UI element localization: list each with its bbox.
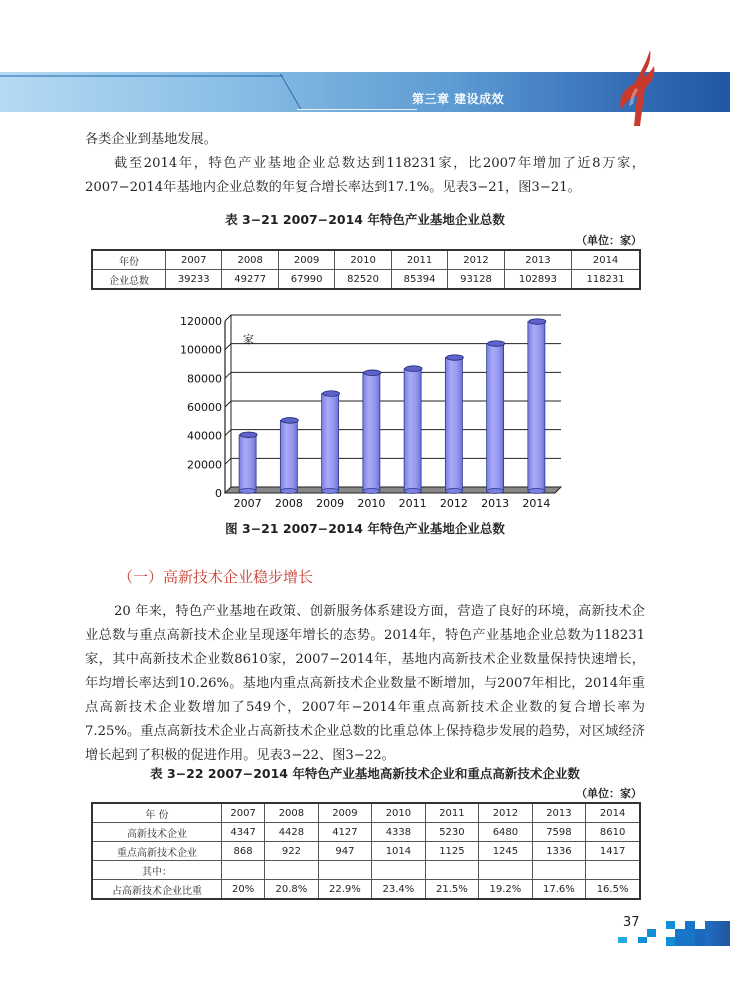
value-cell: 16.5% xyxy=(586,880,640,900)
value-cell: 4338 xyxy=(372,823,426,842)
year-cell: 2012 xyxy=(448,250,504,270)
value-cell: 19.2% xyxy=(479,880,533,900)
bar-top xyxy=(446,355,463,361)
value-cell: 7598 xyxy=(532,823,586,842)
footer-square xyxy=(685,921,695,929)
x-tick-label: 2008 xyxy=(274,497,303,510)
value-cell: 1417 xyxy=(586,842,640,861)
value-cell xyxy=(586,861,640,880)
year-cell: 2010 xyxy=(372,803,426,823)
torch-logo-icon xyxy=(612,48,660,128)
table-3-22 xyxy=(91,802,641,900)
row-label-cell: 高新技术企业 xyxy=(92,823,222,842)
value-cell xyxy=(318,861,372,880)
footer-square xyxy=(638,937,647,943)
x-tick-label: 2012 xyxy=(439,497,468,510)
figure-3-21-caption: 图 3−21 2007−2014 年特色产业基地企业总数 xyxy=(225,521,505,536)
bar xyxy=(322,394,339,491)
row-label-cell: 企业总数 xyxy=(92,270,166,290)
value-cell: 4428 xyxy=(265,823,319,842)
table-row xyxy=(92,270,640,290)
row-label-cell: 占高新技术企业比重 xyxy=(92,880,222,900)
value-cell: 1125 xyxy=(425,842,479,861)
bar-base xyxy=(445,489,462,494)
chart-floor xyxy=(225,487,561,493)
table-3-21-title: 表 3−21 2007−2014 年特色产业基地企业总数 xyxy=(225,212,505,227)
footer-square xyxy=(705,921,730,946)
x-tick-label: 2011 xyxy=(398,497,427,510)
y-tick-label: 60000 xyxy=(187,401,222,414)
intro-paragraph: 截至2014年，特色产业基地企业总数达到118231家，比2007年增加了近8万家，2007−2014年基地内企业总数的年复合增长率达到17.1%。见表3−21，图3−21。 xyxy=(85,156,645,195)
bar-base xyxy=(528,489,545,494)
row-label-cell: 其中： xyxy=(92,861,222,880)
bar-chart-svg xyxy=(180,305,585,520)
value-cell: 39233 xyxy=(166,270,222,290)
year-cell: 2011 xyxy=(391,250,447,270)
bar-base xyxy=(363,489,380,494)
value-cell xyxy=(479,861,533,880)
bar xyxy=(280,420,297,491)
intro-text xyxy=(85,128,645,200)
table-3-21-unit: （单位：家） xyxy=(576,234,642,247)
bar xyxy=(487,344,504,491)
y-tick-label: 0 xyxy=(215,487,222,500)
value-cell: 1245 xyxy=(479,842,533,861)
x-tick-label: 2014 xyxy=(522,497,551,510)
section-paragraph: 20 年来，特色产业基地在政策、创新服务体系建设方面，营造了良好的环境，高新技术企业总数与重点高新技术企业呈现逐年增长的态势。2014年，特色产业基地企业总数为118231家，其中高新技术企业数8610家，2007−2014年，基地内高新技术企业数量保持快速增长，年均增长率达到10.26%。基地内重点高新技术企业数量不断增加，与2007年相比，2014年重点高新技术企业数增加了549个，2007年−2014年重点高新技术企业数的复合增长率为7.25%。重点高新技术企业占高新技术企业总数的比重总体上保持稳步发展的趋势，对区域经济增长起到了积极的促进作用。见表3−22、图3−22。 xyxy=(85,604,645,763)
table-header-row xyxy=(92,803,640,823)
bar xyxy=(528,322,545,491)
value-cell: 118231 xyxy=(572,270,640,290)
gridline xyxy=(225,401,561,407)
section-body xyxy=(85,600,645,768)
table-header-row xyxy=(92,250,640,270)
footer-square xyxy=(647,929,656,937)
x-tick-label: 2010 xyxy=(357,497,386,510)
y-axis-unit-label: 家 xyxy=(243,333,254,346)
value-cell: 22.9% xyxy=(318,880,372,900)
value-cell: 17.6% xyxy=(532,880,586,900)
x-tick-label: 2007 xyxy=(233,497,262,510)
header-underline xyxy=(297,109,417,110)
year-cell: 2011 xyxy=(425,803,479,823)
footer-square xyxy=(666,921,675,929)
y-tick-label: 40000 xyxy=(187,429,222,443)
bar-top xyxy=(529,319,546,325)
table-row xyxy=(92,880,640,900)
value-cell: 8610 xyxy=(586,823,640,842)
value-cell: 922 xyxy=(265,842,319,861)
gridline xyxy=(225,458,561,464)
value-cell: 21.5% xyxy=(425,880,479,900)
value-cell: 85394 xyxy=(391,270,447,290)
bar xyxy=(363,373,380,491)
value-cell xyxy=(265,861,319,880)
value-cell: 868 xyxy=(222,842,265,861)
table-row xyxy=(92,823,640,842)
year-cell: 2014 xyxy=(572,250,640,270)
value-cell: 1014 xyxy=(372,842,426,861)
table-3-22-unit: （单位：家） xyxy=(576,787,642,800)
gridline xyxy=(225,344,561,350)
y-tick-label: 100000 xyxy=(180,343,222,357)
bar xyxy=(445,358,462,491)
bar-top xyxy=(488,341,505,347)
value-cell: 67990 xyxy=(278,270,334,290)
bar-base xyxy=(404,489,421,494)
bar-base xyxy=(280,489,297,494)
table-row xyxy=(92,842,640,861)
footer-square xyxy=(675,929,695,946)
value-cell: 947 xyxy=(318,842,372,861)
bar-top xyxy=(323,391,340,397)
header-label-cell: 年 份 xyxy=(92,803,222,823)
value-cell: 23.4% xyxy=(372,880,426,900)
value-cell: 82520 xyxy=(335,270,391,290)
year-cell: 2007 xyxy=(222,803,265,823)
footer-square xyxy=(666,937,675,946)
value-cell: 20.8% xyxy=(265,880,319,900)
x-tick-label: 2009 xyxy=(316,497,345,510)
footer-square xyxy=(695,929,705,946)
header-label-cell: 年份 xyxy=(92,250,166,270)
bar xyxy=(404,369,421,491)
bar-base xyxy=(487,489,504,494)
value-cell: 4127 xyxy=(318,823,372,842)
value-cell: 49277 xyxy=(222,270,278,290)
bar-base xyxy=(322,489,339,494)
page-number: 37 xyxy=(623,915,640,930)
year-cell: 2013 xyxy=(532,803,586,823)
section-heading: （一）高新技术企业稳步增长 xyxy=(118,568,314,586)
year-cell: 2009 xyxy=(278,250,334,270)
bar-top xyxy=(405,366,422,372)
bar xyxy=(239,435,256,491)
bar-top xyxy=(240,432,257,438)
year-cell: 2008 xyxy=(222,250,278,270)
value-cell: 5230 xyxy=(425,823,479,842)
y-tick-label: 120000 xyxy=(180,315,222,328)
bar-top xyxy=(281,418,298,424)
y-tick-label: 80000 xyxy=(187,372,222,386)
table-row xyxy=(92,861,640,880)
row-label-cell: 重点高新技术企业 xyxy=(92,842,222,861)
year-cell: 2007 xyxy=(166,250,222,270)
table-3-22-title: 表 3−22 2007−2014 年特色产业基地高新技术企业和重点高新技术企业数 xyxy=(150,766,580,781)
value-cell: 4347 xyxy=(222,823,265,842)
x-tick-label: 2013 xyxy=(481,497,510,510)
value-cell: 93128 xyxy=(448,270,504,290)
value-cell: 102893 xyxy=(504,270,571,290)
intro-line: 各类企业到基地发展。 xyxy=(85,132,217,147)
chart-3-21 xyxy=(180,305,585,520)
gridline xyxy=(225,430,561,436)
header-top-line xyxy=(0,75,283,77)
value-cell: 20% xyxy=(222,880,265,900)
value-cell xyxy=(222,861,265,880)
year-cell: 2009 xyxy=(318,803,372,823)
bar-top xyxy=(364,370,381,376)
year-cell: 2013 xyxy=(504,250,571,270)
gridline xyxy=(225,372,561,378)
chapter-title: 第三章 建设成效 xyxy=(412,92,505,106)
value-cell: 1336 xyxy=(532,842,586,861)
y-tick-label: 20000 xyxy=(187,458,222,472)
gridline xyxy=(225,315,561,321)
bar-base xyxy=(239,489,256,494)
table-3-21 xyxy=(91,249,641,290)
year-cell: 2014 xyxy=(586,803,640,823)
value-cell xyxy=(425,861,479,880)
footer-square xyxy=(618,937,627,943)
value-cell xyxy=(532,861,586,880)
value-cell xyxy=(372,861,426,880)
header-slash-divider xyxy=(280,74,322,110)
year-cell: 2012 xyxy=(479,803,533,823)
year-cell: 2010 xyxy=(335,250,391,270)
value-cell: 6480 xyxy=(479,823,533,842)
year-cell: 2008 xyxy=(265,803,319,823)
